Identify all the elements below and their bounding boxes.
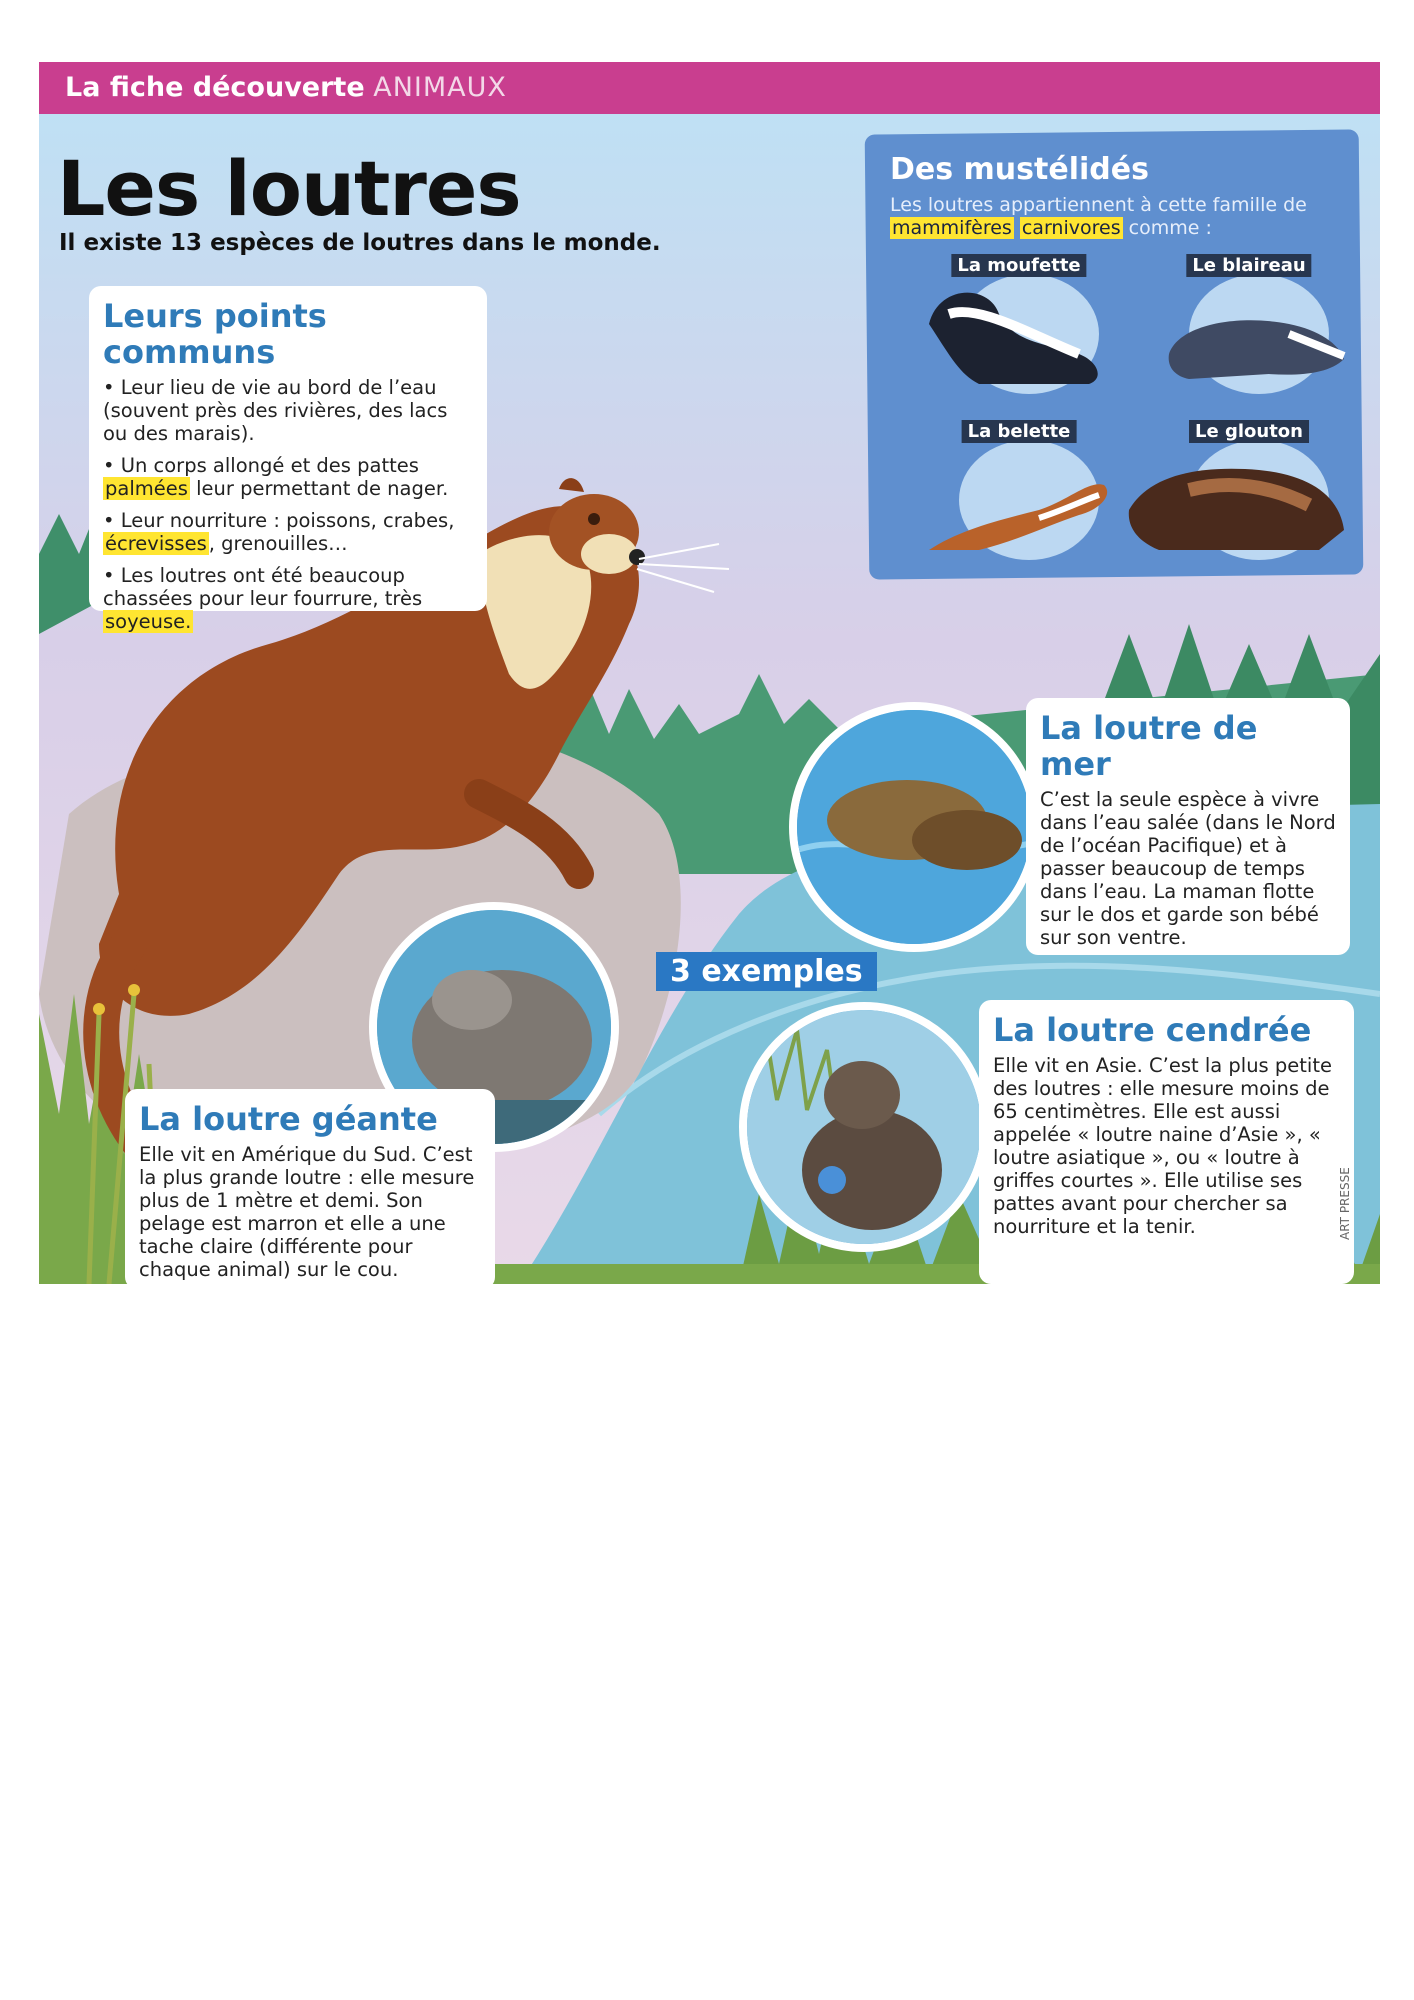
sea-otter-photo (789, 702, 1039, 952)
giant-otter-heading: La loutre géante (139, 1100, 438, 1138)
sea-otter-text: C’est la seule espèce à vivre dans l’eau salée (dans le Nord de l’océan Pacifique) et à passer beaucoup de temps dans l’eau. La maman flotte sur le dos et garde son bébé sur son ventre. (1040, 788, 1336, 949)
animal-skunk (919, 254, 1119, 404)
animal-label: La belette (962, 420, 1077, 443)
animal-badger (1149, 254, 1349, 404)
sea-otter-heading: La loutre de mer (1040, 709, 1258, 783)
giant-otter-text: Elle vit en Amérique du Sud. C’est la plus grande loutre : elle mesure plus de 1 mètre et demi. Son pelage est marron et elle a une tache claire (différente pour chaque animal) sur le cou. (139, 1143, 475, 1281)
category-label: ANIMAUX (373, 72, 507, 103)
animal-weasel (919, 420, 1119, 570)
page-title: Les loutres (57, 144, 521, 233)
giant-otter-card (125, 1089, 495, 1284)
wolverine-illustration (1119, 450, 1349, 560)
weasel-illustration (919, 460, 1119, 560)
highlighted-word: soyeuse. (105, 610, 192, 633)
highlighted-word: carnivores (1021, 217, 1121, 239)
highlighted-word: palmées (105, 477, 188, 500)
common-point-item: • Leur lieu de vie au bord de l’eau (souvent près des rivières, des lacs ou des marais). (103, 376, 448, 445)
common-point-item: • Un corps allongé et des pattes palmées leur permettant de nager. (103, 454, 449, 500)
sea-otter-card (1026, 698, 1350, 955)
mustelids-heading: Des mustélidés (890, 152, 1149, 187)
animal-label: La moufette (951, 254, 1086, 277)
ash-otter-card (979, 1000, 1354, 1284)
ash-otter-heading: La loutre cendrée (993, 1011, 1312, 1049)
series-label: La fiche découverte (65, 72, 365, 103)
header-band (39, 62, 1380, 114)
page-subtitle: Il existe 13 espèces de loutres dans le monde. (59, 230, 661, 256)
ash-otter-photo (739, 1002, 989, 1252)
common-point-item: • Les loutres ont été beaucoup chassées pour leur fourrure, très soyeuse. (103, 564, 423, 633)
animal-label: Le blaireau (1186, 254, 1311, 277)
examples-badge: 3 exemples (656, 952, 877, 991)
common-point-item: • Leur nourriture : poissons, crabes, écrevisses , grenouilles… (103, 509, 455, 555)
badger-illustration (1149, 294, 1349, 394)
animal-label: Le glouton (1189, 420, 1309, 443)
credit-text: ART PRESSE (1338, 1167, 1352, 1240)
ash-otter-text: Elle vit en Asie. C’est la plus petite des loutres : elle mesure moins de 65 centimètres. Elle est aussi appelée « loutre naine d’Asie », « loutre asiatique », ou « loutre à griffes courtes ». Elle utilise ses pattes avant pour chercher sa nourriture et la tenir. (993, 1054, 1332, 1238)
skunk-illustration (919, 284, 1119, 394)
highlighted-word: mammifères (892, 217, 1012, 239)
animal-wolverine (1149, 420, 1349, 570)
fact-sheet (39, 62, 1380, 1284)
common-points-card (89, 286, 487, 633)
mustelids-intro: Les loutres appartiennent à cette famille de mammifères carnivores comme : (890, 194, 1307, 239)
highlighted-word: écrevisses (105, 532, 207, 555)
common-points-heading: Leurs points communs (103, 297, 327, 371)
